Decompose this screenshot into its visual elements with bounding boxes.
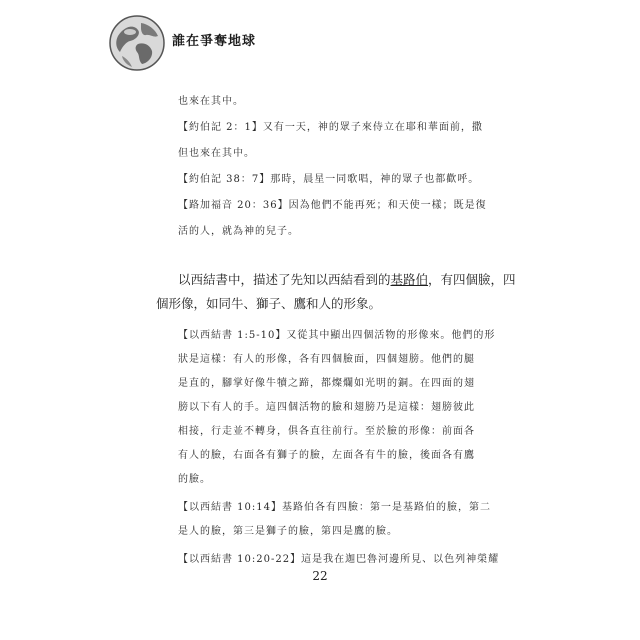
body-text: ，有四個臉，四 bbox=[428, 272, 516, 287]
quote-line: 【以西結書 1:5-10】又從其中顯出四個活物的形像來。他們的形 bbox=[178, 330, 496, 341]
book-title: 誰在爭奪地球 bbox=[172, 34, 257, 49]
quote-line: 【約伯記 38：7】那時，晨星一同歌唱，神的眾子也都歡呼。 bbox=[178, 174, 480, 185]
quote-line: 相接，行走並不轉身，俱各直往前行。至於臉的形像：前面各 bbox=[178, 426, 475, 437]
quote-line: 【路加福音 20：36】因為他們不能再死；和天使一樣；既是復 bbox=[178, 200, 487, 211]
body-paragraph-line: 個形像，如同牛、獅子、鷹和人的形象。 bbox=[156, 296, 382, 311]
quote-line: 也來在其中。 bbox=[178, 96, 244, 107]
quote-line: 但也來在其中。 bbox=[178, 148, 255, 159]
quote-line: 的臉。 bbox=[178, 474, 211, 485]
quote-line: 有人的臉，右面各有獅子的臉，左面各有牛的臉，後面各有鷹 bbox=[178, 450, 475, 461]
underlined-term: 基路伯 bbox=[390, 272, 429, 287]
body-text: 以西結書中，描述了先知以西結看到的 bbox=[178, 272, 391, 287]
quote-line: 膀以下有人的手。這四個活物的臉和翅膀乃是這樣：翅膀彼此 bbox=[178, 402, 475, 413]
quote-line: 【約伯記 2：1】又有一天，神的眾子來侍立在耶和華面前，撒 bbox=[178, 122, 483, 133]
page-number: 22 bbox=[312, 569, 328, 583]
quote-line: 【以西結書 10:20-22】這是我在迦巴魯河邊所見、以色列神榮耀 bbox=[178, 554, 500, 565]
quote-line: 狀是這樣：有人的形像，各有四個臉面，四個翅膀。他們的腿 bbox=[178, 354, 475, 365]
quote-line: 活的人，就為神的兒子。 bbox=[178, 226, 299, 237]
quote-line: 是直的，腳掌好像牛犢之蹄，都燦爛如光明的銅。在四面的翅 bbox=[178, 378, 475, 389]
quote-line: 【以西結書 10:14】基路伯各有四臉：第一是基路伯的臉，第二 bbox=[178, 502, 491, 513]
quote-line: 是人的臉，第三是獅子的臉，第四是鷹的臉。 bbox=[178, 526, 398, 537]
body-paragraph-line bbox=[178, 270, 516, 288]
globe-icon bbox=[108, 14, 166, 72]
